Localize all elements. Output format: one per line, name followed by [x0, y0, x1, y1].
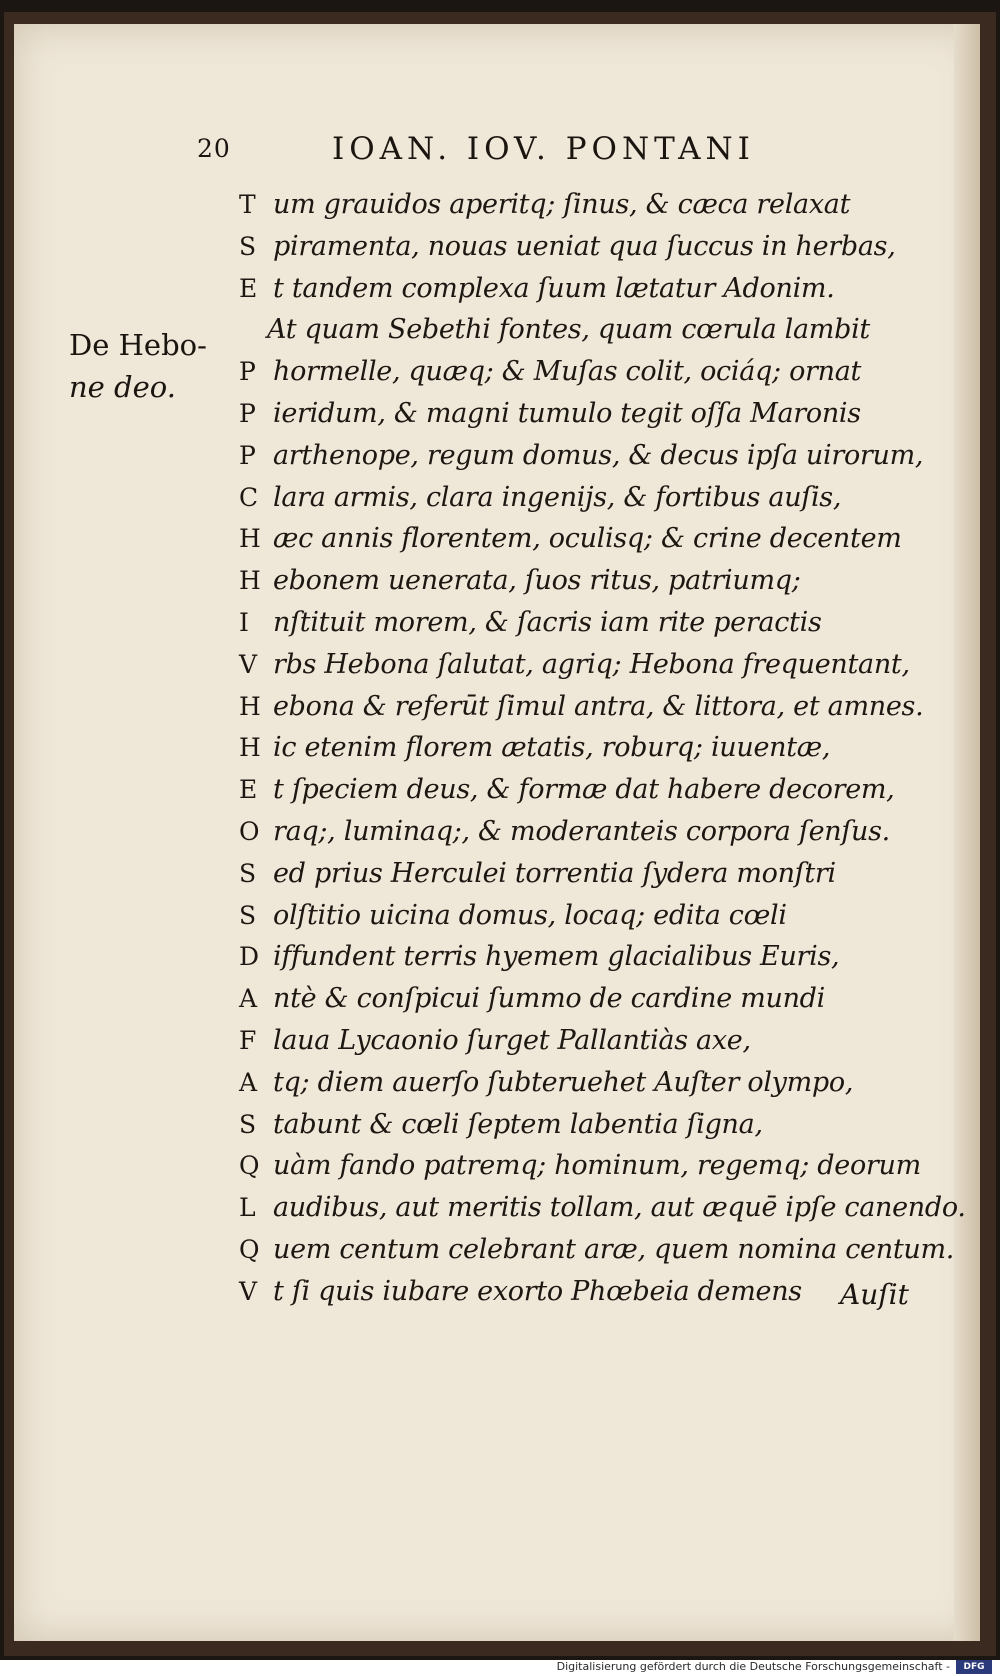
page-edge — [954, 24, 980, 1641]
verse-line — [239, 226, 939, 268]
book-page — [14, 24, 980, 1641]
verse-line — [239, 1271, 939, 1313]
verse-initial: H — [239, 524, 261, 554]
verse-text: At quam Sebethi fontes, quam cœrula lambit — [267, 314, 870, 346]
verse-line — [239, 686, 939, 728]
verse-line — [239, 309, 939, 351]
verse-text: um grauidos aperitq; ſinus, & cæca relaxat — [273, 189, 851, 220]
verse-text: uem centum celebrant aræ, quem nomina centum. — [273, 1233, 955, 1265]
page-number: 20 — [197, 134, 231, 163]
verse-initial: A — [239, 1067, 258, 1097]
verse-initial: H — [239, 566, 261, 596]
verse-text: t tandem complexa ſuum lætatur Adonim. — [273, 272, 835, 304]
digitization-credit: Digitalisierung gefördert durch die Deutsche Forschungsgemeinschaft - — [556, 1660, 950, 1673]
verse-line — [239, 895, 939, 937]
verse-line — [239, 1187, 966, 1229]
verse-text: raq;, luminaq;, & moderanteis corpora ſenſus. — [273, 815, 890, 847]
verse-text: arthenope, regum domus, & decus ipſa uirorum, — [273, 439, 924, 471]
verse-initial: O — [239, 816, 260, 846]
verse-text: ieridum, & magni tumulo tegit oſſa Maronis — [273, 397, 861, 429]
dfg-logo: DFG — [956, 1660, 992, 1674]
verse-line — [239, 853, 939, 895]
verse-text: laua Lycaonio ſurget Pallantiàs axe, — [273, 1024, 751, 1056]
verse-list — [239, 184, 966, 1313]
verse-line — [239, 560, 939, 602]
verse-line — [239, 602, 939, 644]
verse-initial: V — [239, 649, 258, 679]
verse-initial: H — [239, 691, 261, 721]
verse-initial: Q — [239, 1234, 260, 1264]
verse-text: lara armis, clara ingenijs, & fortibus auſis, — [273, 481, 842, 513]
verse-initial: A — [239, 984, 258, 1014]
verse-line — [239, 1020, 939, 1062]
verse-initial: S — [239, 900, 257, 930]
margin-note-line-2: ne deo. — [69, 370, 176, 404]
verse-line — [239, 1062, 939, 1104]
verse-initial: P — [239, 440, 256, 470]
verse-initial: S — [239, 1109, 257, 1139]
verse-initial: E — [239, 775, 258, 805]
verse-line — [239, 268, 939, 310]
running-title: IOAN. IOV. PONTANI — [332, 131, 755, 167]
verse-initial: C — [239, 482, 259, 512]
verse-initial: I — [239, 607, 249, 637]
verse-line — [239, 1229, 955, 1271]
verse-text: æc annis florentem, oculisq; & crine decentem — [273, 523, 902, 555]
verse-text: uàm fando patremq; hominum, regemq; deorum — [273, 1150, 921, 1182]
verse-text: ebona & referūt ſimul antra, & littora, et amnes. — [273, 690, 924, 722]
verse-line — [239, 644, 939, 686]
margin-note-line-1: De Hebo- — [69, 328, 207, 362]
verse-line — [239, 477, 939, 519]
verse-initial: Q — [239, 1151, 260, 1181]
catchword: Auſit — [840, 1278, 909, 1311]
verse-text: ic etenim florem ætatis, roburq; iuuentæ, — [273, 732, 831, 764]
verse-text: piramenta, nouas ueniat qua ſuccus in herbas, — [273, 230, 896, 262]
verse-line — [239, 811, 939, 853]
verse-line — [239, 435, 939, 477]
verse-initial: D — [239, 942, 260, 972]
verse-initial: S — [239, 231, 257, 261]
verse-line — [239, 978, 939, 1020]
verse-text: t ſi quis iubare exorto Phœbeia demens — [273, 1275, 802, 1307]
verse-text: olſtitio uicina domus, locaq; edita cœli — [273, 899, 787, 931]
verse-text: tq; diem auerſo ſubteruehet Auſter olympo, — [273, 1066, 854, 1098]
verse-line — [239, 769, 939, 811]
verse-line — [239, 1145, 939, 1187]
verse-line — [239, 393, 939, 435]
verse-initial: L — [239, 1193, 256, 1223]
verse-text: t ſpeciem deus, & formæ dat habere decorem, — [273, 774, 895, 806]
verse-text: ntè & conſpicui ſummo de cardine mundi — [273, 983, 825, 1015]
verse-line — [239, 1104, 939, 1146]
verse-line — [239, 727, 939, 769]
verse-initial: T — [239, 190, 256, 219]
verse-initial: P — [239, 357, 256, 387]
verse-text: tabunt & cœli ſeptem labentia ſigna, — [273, 1108, 763, 1140]
verse-initial: S — [239, 858, 257, 888]
verse-initial: H — [239, 733, 261, 763]
verse-line — [239, 351, 939, 393]
margin-note — [69, 324, 207, 408]
verse-line — [239, 184, 939, 226]
verse-line — [239, 518, 939, 560]
verse-text: rbs Hebona ſalutat, agriq; Hebona frequentant, — [273, 648, 910, 680]
verse-text: iffundent terris hyemem glacialibus Euris, — [273, 941, 840, 973]
verse-line — [239, 936, 939, 978]
verse-text: ebonem uenerata, ſuos ritus, patriumq; — [273, 565, 801, 597]
verse-initial: E — [239, 273, 258, 303]
verse-text: ed prius Herculei torrentia ſydera monſtri — [273, 857, 836, 889]
verse-initial: V — [239, 1276, 258, 1306]
verse-initial: P — [239, 398, 256, 428]
verse-text: hormelle, quæq; & Muſas colit, ociáq; ornat — [273, 356, 862, 388]
verse-text: audibus, aut meritis tollam, aut æquē ipſe canendo. — [273, 1192, 966, 1224]
verse-initial: F — [239, 1025, 257, 1055]
verse-text: nſtituit morem, & ſacris iam rite peractis — [273, 606, 822, 638]
